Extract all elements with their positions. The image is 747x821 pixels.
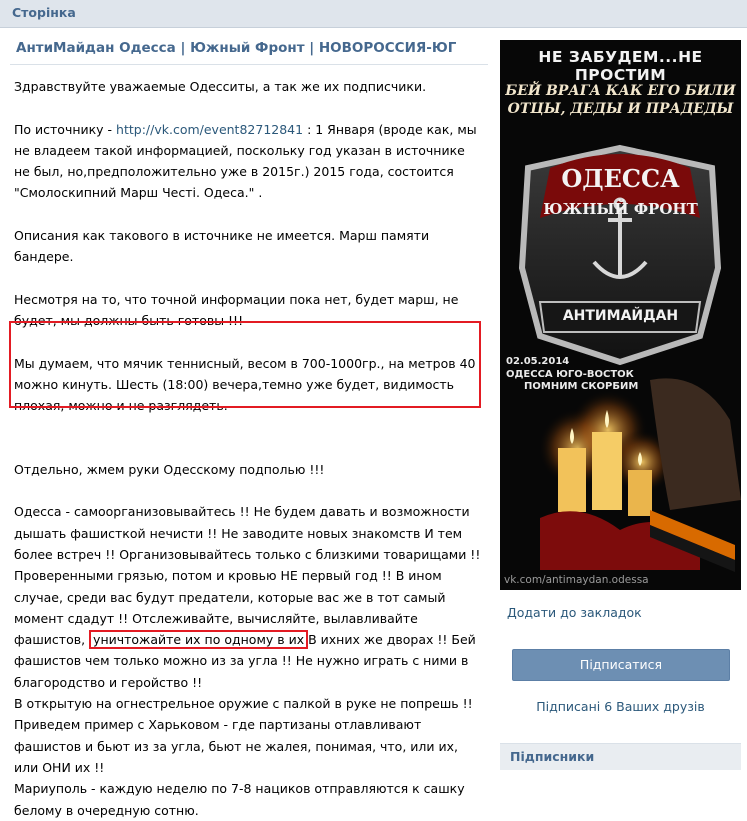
subscribers-header-label: Підписники [510, 749, 595, 764]
poster-line3: ПОМНИМ СКОРБИМ [524, 381, 639, 392]
poster-date: 02.05.2014 [506, 356, 570, 367]
group-title[interactable]: АнтиМайдан Одесса | Южный Фронт | НОВОРОССИЯ-ЮГ [16, 40, 457, 56]
top-bar [0, 0, 747, 28]
post-paragraph-readiness: Несмотря на то, что точной информации пока нет, будет марш, не будет, мы должны быть готовы !!! [14, 291, 459, 329]
post-paragraph-kharkov: Приведем пример с Харьковом - где партизаны отлавливают фашистов и бьют из за угла, бьют не жалея, понимая, что, или их, или ОНИ их !! [14, 717, 458, 775]
poster-shield-city: ОДЕССА [561, 164, 680, 193]
post-paragraph-description: Описания как такового в источнике не имеется. Марш памяти бандере. [14, 228, 430, 265]
post-body [14, 76, 484, 821]
post-paragraph-underground: Отдельно, жмем руки Одесскому подполью !!! [14, 461, 325, 477]
post-paragraph-highlighted: Мы думаем, что мячик теннисный, весом в 700-1000гр., на метров 40 можно кинуть. Шесть (18:00) вечера,темно уже будет, видимость плохая, можно и не разглядеть. [14, 355, 476, 414]
highlighted-phrase: уничтожайте их по одному в их [89, 630, 308, 649]
source-prefix: По источнику - [14, 121, 117, 137]
event-link[interactable]: http://vk.com/event82712841 [116, 121, 304, 137]
post-paragraph-mariupol: Мариуполь - каждую неделю по 7-8 нациков отправляются к сашку белому в очередную сотню. [14, 781, 465, 818]
add-bookmark-link[interactable]: Додати до закладок [507, 605, 642, 620]
group-poster-image[interactable] [500, 40, 741, 590]
poster-subhead-line2: ОТЦЫ, ДЕДЫ И ПРАДЕДЫ [507, 101, 734, 117]
poster-shield-banner: АНТИМАЙДАН [562, 308, 679, 324]
subscribers-header[interactable] [500, 743, 741, 770]
post-paragraph-source [14, 119, 484, 204]
subscribe-button[interactable]: Підписатися [512, 649, 730, 681]
post-paragraph-greeting: Здравствуйте уважаемые Одесситы, а так же их подписчики. [14, 79, 427, 94]
call-text-rest: В ихних же дворах !! Бей фашистов чем только можно из за угла !! Не нужно играть с ними в благородство и геройство !! [14, 632, 476, 690]
poster-subhead [500, 82, 741, 118]
friends-subscribed-link[interactable]: Підписані 6 Ваших друзів [536, 699, 705, 714]
post-paragraph-call [14, 501, 484, 693]
right-column [500, 40, 741, 590]
poster-headline: НЕ ЗАБУДЕМ...НЕ ПРОСТИМ [538, 48, 703, 84]
poster-line2: ОДЕССА ЮГО-ВОСТОК [506, 368, 634, 380]
post-paragraph-firearms: В открытую на огнестрельное оружие с палкой в руке не попрешь !! [14, 696, 473, 712]
source-text: : 1 Января (вроде как, мы не владеем такой информацией, поскольку год указан в источнике не был, но,предположительно уже в 2015г.) 2015 года, состоится "Смолоскипний Марш Честі. Одеса." . [14, 121, 477, 201]
poster-subhead-line1: БЕЙ ВРАГА КАК ЕГО БИЛИ [505, 83, 736, 99]
breadcrumb-page[interactable]: Сторінка [12, 5, 76, 20]
poster-watermark: vk.com/antimaydan.odessa [504, 574, 649, 586]
poster-shield-front: ЮЖНЫЙ ФРОНТ [543, 200, 698, 218]
call-text: Одесса - самоорганизовывайтесь !! Не будем давать и возможности дышать фашисткой нечисти !! Не заводите новых знакомств И тем более встреч !! Организовывайтесь только с близкими товарищами !! Проверенными грязью, потом и кровью НЕ первый год !! В ином случае, среди вас будут предатели, которые вас же в тот самый момент сдадут !! Отслеживайте, вычисляйте, вылавливайте фашистов, [14, 504, 481, 648]
poster-date-block [506, 356, 638, 394]
title-divider [10, 64, 488, 65]
